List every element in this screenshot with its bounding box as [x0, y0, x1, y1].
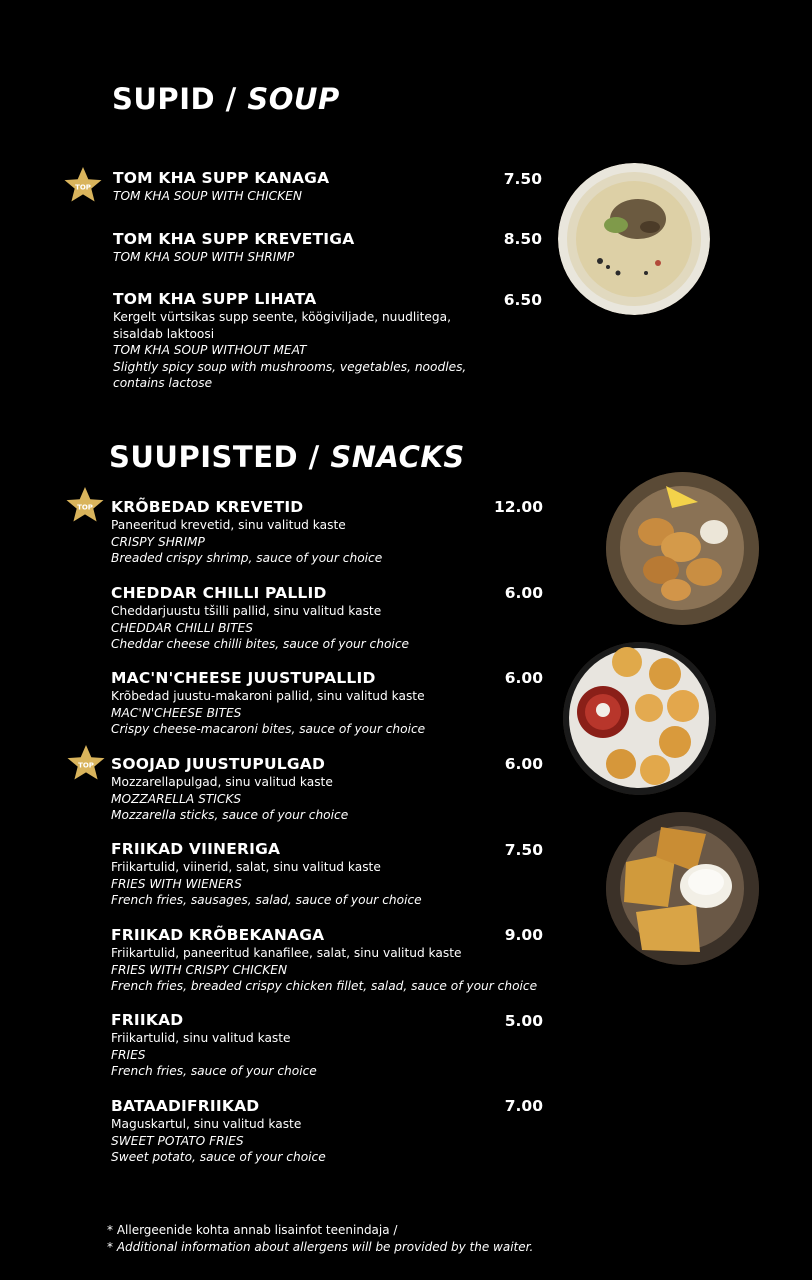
item-name-en: TOM KHA SOUP WITHOUT MEAT [113, 343, 307, 357]
allergen-note-en: * Additional information about allergens will be provided by the waiter. [107, 1240, 534, 1254]
item-description: Paneeritud krevetid, sinu valitud kaste [111, 518, 346, 532]
item-price: 6.00 [504, 755, 543, 773]
menu-item [113, 169, 329, 205]
item-description-en: Mozzarella sticks, sauce of your choice [111, 808, 349, 822]
item-description-en: French fries, sausages, salad, sauce of your choice [111, 893, 422, 907]
item-name-en: MAC'N'CHEESE BITES [111, 705, 242, 720]
item-name-en: SWEET POTATO FRIES [111, 1133, 244, 1148]
top-badge-label: TOP [78, 761, 94, 770]
item-name-en: CRISPY SHRIMP [111, 534, 205, 549]
menu-item [111, 840, 422, 909]
item-price: 9.00 [504, 926, 543, 944]
shrimp-photo [606, 472, 759, 625]
item-name: BATAADIFRIIKAD [111, 1097, 260, 1115]
item-price: 7.50 [503, 170, 542, 188]
menu-item [111, 498, 382, 567]
menu-item [111, 669, 425, 738]
item-name-en: FRIES WITH CRISPY CHICKEN [111, 962, 288, 977]
menu-item [111, 584, 409, 653]
mozzarella-sticks-photo [606, 812, 759, 965]
top-star-icon [66, 744, 106, 784]
item-name-en: FRIES WITH WIENERS [111, 876, 242, 891]
top-badge-label: TOP [75, 183, 91, 192]
item-price: 6.00 [504, 669, 543, 687]
menu-item [111, 1097, 326, 1166]
item-name: TOM KHA SUPP LIHATA [113, 290, 317, 308]
item-description: Kergelt vürtsikas supp seente, köögiviljade, nuudlitega, [113, 310, 451, 324]
item-description-en: Slightly spicy soup with mushrooms, vegetables, noodles, [113, 359, 467, 374]
snacks-section-title: SUUPISTED / SNACKS [109, 440, 465, 474]
item-price: 7.00 [504, 1097, 543, 1115]
menu-item [113, 230, 354, 266]
item-description: Krõbedad juustu-makaroni pallid, sinu valitud kaste [111, 689, 425, 703]
item-description: Friikartulid, sinu valitud kaste [111, 1031, 291, 1045]
item-name: FRIIKAD VIINERIGA [111, 840, 281, 858]
item-price: 6.50 [503, 291, 542, 309]
item-description: Cheddarjuustu tšilli pallid, sinu valitud kaste [111, 604, 382, 618]
item-description-en: French fries, breaded crispy chicken fillet, salad, sauce of your choice [111, 979, 538, 993]
item-name: KRÕBEDAD KREVETID [111, 498, 304, 516]
item-name: TOM KHA SUPP KANAGA [113, 169, 330, 187]
item-name: MAC'N'CHEESE JUUSTUPALLID [111, 669, 376, 687]
soup-photo [558, 163, 710, 315]
item-description-en: Sweet potato, sauce of your choice [111, 1150, 326, 1164]
item-name: CHEDDAR CHILLI PALLID [111, 584, 327, 602]
top-star-icon [63, 166, 103, 206]
item-price: 7.50 [504, 841, 543, 859]
menu-item [111, 755, 348, 824]
allergen-note-et: * Allergeenide kohta annab lisainfot teenindaja / [107, 1223, 398, 1237]
item-description-en: Crispy cheese-macaroni bites, sauce of your choice [111, 722, 426, 736]
top-star-icon [65, 486, 105, 526]
cheese-bites-photo [563, 642, 716, 795]
menu-item [113, 290, 466, 392]
item-price: 8.50 [503, 230, 542, 248]
item-description: Friikartulid, paneeritud kanafilee, salat, sinu valitud kaste [111, 946, 462, 960]
item-name-en: FRIES [111, 1047, 146, 1062]
item-name: SOOJAD JUUSTUPULGAD [111, 755, 326, 773]
item-description-en: Cheddar cheese chilli bites, sauce of your choice [111, 637, 410, 651]
item-description-en: French fries, sauce of your choice [111, 1064, 317, 1078]
item-name-en: CHEDDAR CHILLI BITES [111, 620, 253, 635]
top-badge-label: TOP [77, 503, 93, 512]
item-price: 6.00 [504, 584, 543, 602]
item-description-en: contains lactose [113, 376, 213, 390]
item-name: FRIIKAD KRÕBEKANAGA [111, 926, 325, 944]
item-description: Mozzarellapulgad, sinu valitud kaste [111, 775, 333, 789]
item-description: sisaldab laktoosi [113, 326, 215, 341]
item-name: TOM KHA SUPP KREVETIGA [113, 230, 355, 248]
item-price: 12.00 [493, 498, 543, 516]
menu-item [111, 1011, 317, 1080]
item-name-en: TOM KHA SOUP WITH CHICKEN [113, 189, 302, 203]
item-description: Friikartulid, viinerid, salat, sinu valitud kaste [111, 860, 381, 874]
soup-section-title: SUPID / SOUP [112, 82, 340, 116]
item-description-en: Breaded crispy shrimp, sauce of your choice [111, 551, 383, 565]
item-description: Maguskartul, sinu valitud kaste [111, 1117, 302, 1131]
allergen-footer [107, 1222, 533, 1256]
item-name-en: TOM KHA SOUP WITH SHRIMP [113, 250, 295, 264]
item-price: 5.00 [504, 1012, 543, 1030]
item-name-en: MOZZARELLA STICKS [111, 791, 242, 806]
item-name: FRIIKAD [111, 1011, 184, 1029]
